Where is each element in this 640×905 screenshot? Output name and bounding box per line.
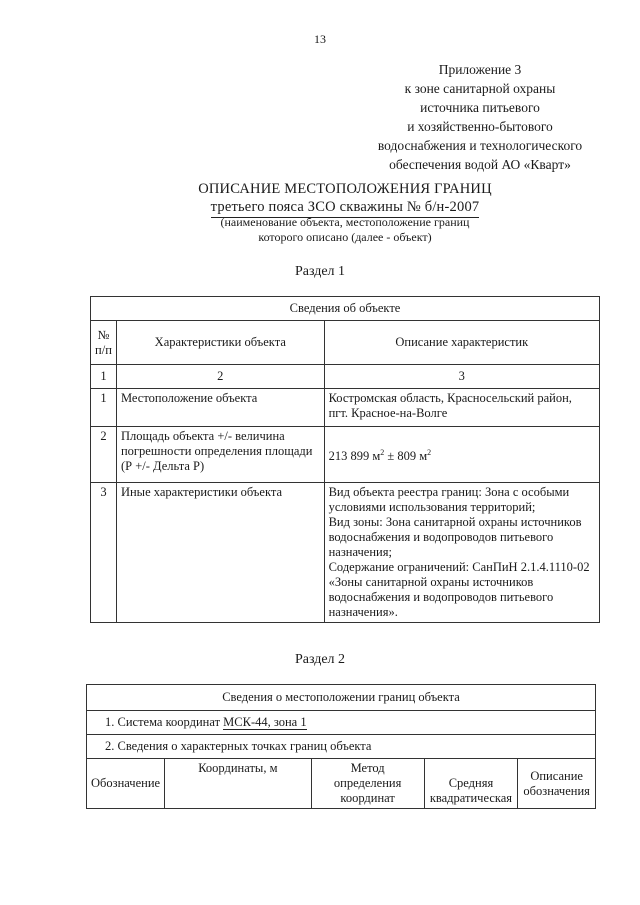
row-number: 2 [91, 427, 117, 483]
document-heading [150, 180, 540, 218]
description-line: пгт. Красное-на-Волге [328, 406, 448, 420]
column-header-method: Метод определения координат [311, 759, 424, 809]
section1-title: Раздел 1 [294, 264, 346, 279]
row-description [324, 427, 599, 483]
boundary-location-table [86, 684, 596, 809]
description-line: Костромская область, Красносельский район, [328, 391, 572, 405]
heading-note-line: (наименование объекта, местоположение границ [220, 215, 470, 229]
column-header-description: Описание обозначения [518, 759, 596, 809]
appendix-line: и хозяйственно-бытового [407, 119, 553, 134]
column-header-coordinates: Координаты, м [165, 759, 312, 809]
heading-note-line: которого описано (далее - объект) [258, 230, 432, 244]
table-row [91, 389, 600, 427]
column-header-designation: Обозначение [87, 759, 165, 809]
table-caption: Сведения о местоположении границ объекта [87, 685, 596, 711]
description-line: Вид зоны: Зона санитарной охраны источников водоснабжения и водопроводов питьевого назначения; [328, 515, 582, 559]
column-header-description: Описание характеристик [324, 321, 599, 365]
column-header-rms: Средняя квадратическая [424, 759, 518, 809]
table-row [91, 483, 600, 623]
area-tolerance: ± 809 м [384, 449, 428, 464]
coordinate-system-value: МСК-44, зона 1 [223, 715, 307, 729]
table-row [91, 427, 600, 483]
points-title: 2. Сведения о характерных точках границ объекта [87, 735, 596, 759]
coordinate-system [87, 711, 596, 735]
document-subtitle: третьего пояса ЗСО скважины № б/н-2007 [211, 198, 480, 218]
column-header-characteristic: Характеристики объекта [116, 321, 324, 365]
column-number: 3 [324, 365, 599, 389]
area-unit-exponent: 2 [380, 447, 385, 457]
heading-note [150, 215, 540, 245]
description-line: Вид объекта реестра границ: Зона с особыми условиями использования территорий; [328, 485, 570, 514]
appendix-line: Приложение 3 [438, 62, 522, 77]
row-number: 1 [91, 389, 117, 427]
area-value: 213 899 м [328, 449, 381, 464]
row-characteristic: Местоположение объекта [116, 389, 324, 427]
row-characteristic: Иные характеристики объекта [116, 483, 324, 623]
column-header-no: № п/п [91, 321, 117, 365]
row-number: 3 [91, 483, 117, 623]
coordinate-system-label: 1. Система координат [105, 715, 224, 729]
page-number: 13 [314, 32, 326, 46]
appendix-line: источника питьевого [420, 100, 540, 115]
area-unit-exponent: 2 [427, 447, 432, 457]
object-info-table [90, 296, 600, 623]
section2-title: Раздел 2 [294, 652, 346, 667]
column-number: 1 [91, 365, 117, 389]
document-title: ОПИСАНИЕ МЕСТОПОЛОЖЕНИЯ ГРАНИЦ [198, 181, 492, 197]
appendix-line: обеспечения водой АО «Кварт» [389, 157, 571, 172]
row-description [324, 389, 599, 427]
table-caption: Сведения об объекте [91, 297, 600, 321]
row-description [324, 483, 599, 623]
appendix-line: к зоне санитарной охраны [404, 81, 556, 96]
column-number: 2 [116, 365, 324, 389]
appendix-header [340, 60, 620, 174]
description-line: Содержание ограничений: СанПиН 2.1.4.1110-02 «Зоны санитарной охраны источников водоснабжения и водопроводов питьевого назначения». [328, 560, 590, 619]
appendix-line: водоснабжения и технологического [377, 138, 583, 153]
row-characteristic: Площадь объекта +/- величина погрешности определения площади (Р +/- Дельта Р) [116, 427, 324, 483]
